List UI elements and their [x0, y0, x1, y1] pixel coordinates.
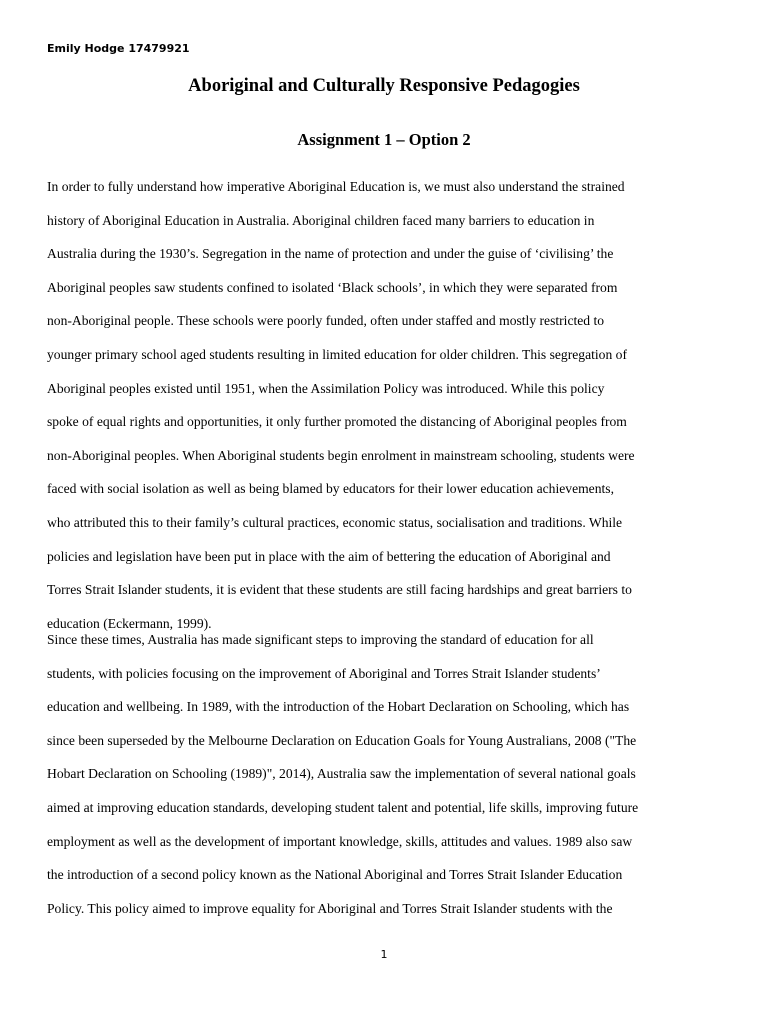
text-line: Australia during the 1930’s. Segregation in the name of protection and under the guise of ‘civilising’ the: [47, 246, 614, 262]
text-line: Since these times, Australia has made significant steps to improving the standard of education for all: [47, 632, 594, 647]
paragraph-2: [47, 623, 727, 925]
text-line: the introduction of a second policy known as the National Aboriginal and Torres Strait Islander Education: [47, 867, 623, 883]
document-title: Aboriginal and Culturally Responsive Pedagogies: [188, 76, 580, 96]
text-line: education and wellbeing. In 1989, with the introduction of the Hobart Declaration on Schooling, which has: [47, 699, 630, 715]
text-line: Aboriginal peoples existed until 1951, when the Assimilation Policy was introduced. While this policy: [47, 380, 605, 396]
text-line: younger primary school aged students resulting in limited education for older children. This segregation of: [47, 346, 627, 362]
text-line: aimed at improving education standards, developing student talent and potential, life skills, improving future: [47, 799, 639, 815]
author-header: Emily Hodge 17479921: [47, 42, 190, 55]
text-line: spoke of equal rights and opportunities, it only further promoted the distancing of Aboriginal peoples from: [47, 414, 627, 430]
text-line: since been superseded by the Melbourne Declaration on Education Goals for Young Australians, 2008 ("The: [47, 732, 637, 748]
document-subtitle: Assignment 1 – Option 2: [297, 130, 471, 149]
text-line: Aboriginal peoples saw students confined to isolated ‘Black schools’, in which they were separated from: [47, 279, 618, 295]
text-line: Hobart Declaration on Schooling (1989)", 2014), Australia saw the implementation of several national goals: [47, 766, 636, 782]
text-line: history of Aboriginal Education in Australia. Aboriginal children faced many barriers to education in: [47, 212, 595, 228]
text-line: Policy. This policy aimed to improve equality for Aboriginal and Torres Strait Islander students with the: [47, 900, 613, 916]
text-line: who attributed this to their family’s cultural practices, economic status, socialisation and traditions. While: [47, 514, 623, 530]
text-line: policies and legislation have been put in place with the aim of bettering the education of Aboriginal and: [47, 548, 611, 564]
text-line: Torres Strait Islander students, it is evident that these students are still facing hardships and great barriers to: [47, 582, 632, 598]
page-number: 1: [380, 948, 388, 961]
text-line: students, with policies focusing on the improvement of Aboriginal and Torres Strait Islander students’: [47, 665, 601, 681]
paragraph-1: [47, 170, 727, 640]
text-line: education (Eckermann, 1999).: [47, 615, 212, 631]
text-line: In order to fully understand how imperative Aboriginal Education is, we must also understand the strained: [47, 179, 625, 194]
text-line: faced with social isolation as well as being blamed by educators for their lower education achievements,: [47, 481, 614, 497]
text-line: non-Aboriginal people. These schools were poorly funded, often under staffed and mostly restricted to: [47, 313, 605, 329]
text-line: employment as well as the development of important knowledge, skills, attitudes and values. 1989 also saw: [47, 833, 633, 849]
text-line: non-Aboriginal peoples. When Aboriginal students begin enrolment in mainstream schooling, students were: [47, 447, 635, 463]
